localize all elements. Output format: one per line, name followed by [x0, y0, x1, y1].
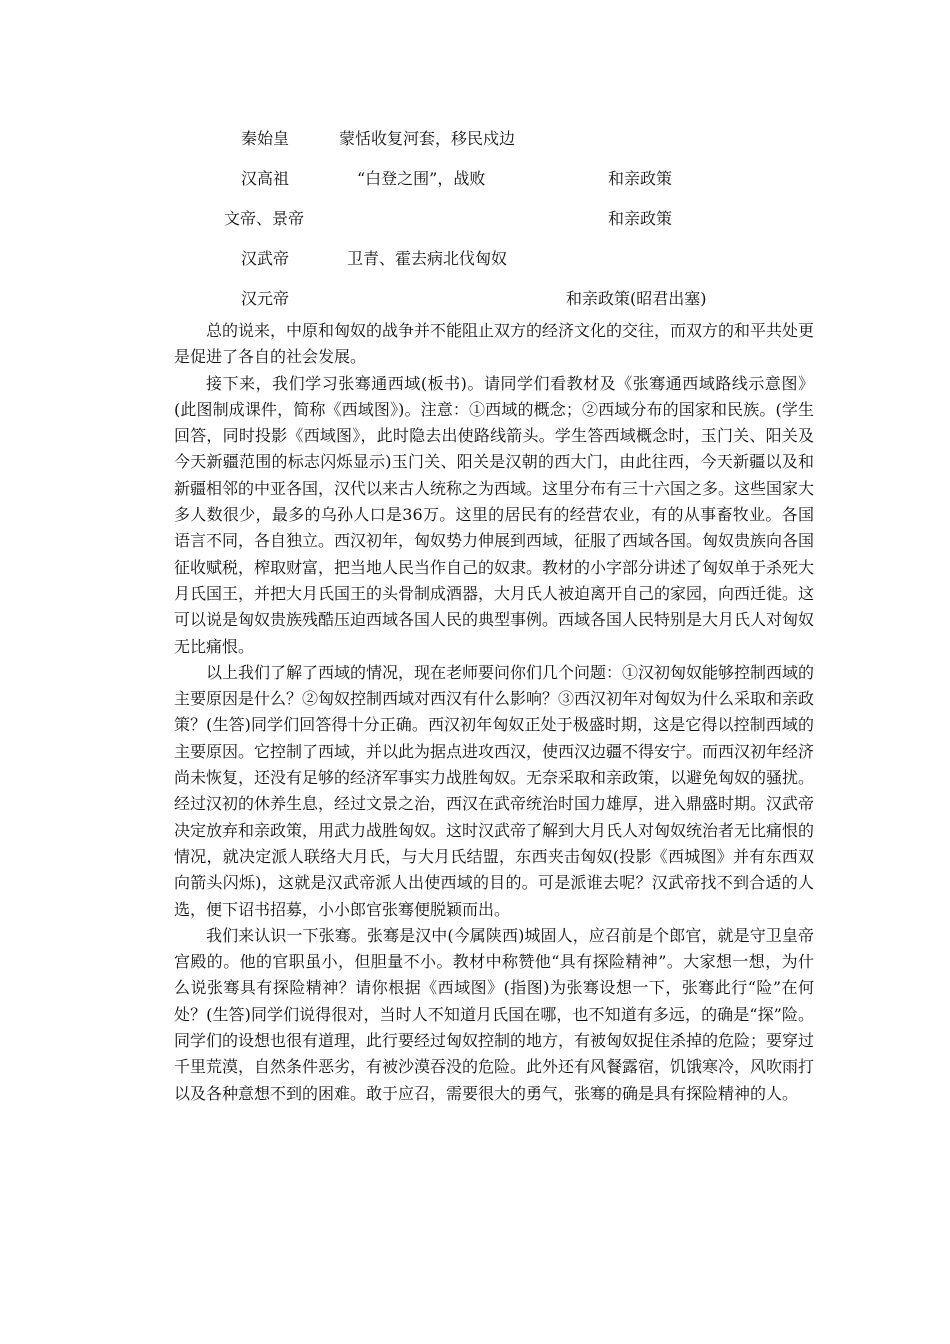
timeline-emperor: 秦始皇	[241, 129, 290, 148]
timeline-event: 蒙恬收复河套，移民戍边	[339, 129, 516, 148]
timeline-emperor: 汉高祖	[241, 169, 290, 188]
paragraph-western-regions: 接下来，我们学习张骞通西域(板书)。请同学们看教材及《张骞通西域路线示意图》(此图制成课件，简称《西域图》)。注意：①西域的概念；②西域分布的国家和民族。(学生回答，同时投影《西域图》，此时隐去出使路线箭头。学生答西域概念时，玉门关、阳关及今天新疆范围的标志闪烁显示)玉门关、阳关是汉朝的西大门，由此往西，今天新疆以及和新疆相邻的中亚各国，汉代以来古人统称之为西域。这里分布有三十六国之多。这些国家大多人数很少，最多的乌孙人口是36万。这里的居民有的经营农业，有的从事畜牧业。各国语言不同，各自独立。西汉初年，匈奴势力伸展到西域，征服了西域各国。匈奴贵族向各国征收赋税，榨取财富，把当地人民当作自己的奴隶。教材的小字部分讲述了匈奴单于杀死大月氏国王，并把大月氏国王的头骨制成酒器，大月氏人被迫离开自己的家园，向西迁徙。这可以说是匈奴贵族残酷压迫西域各国人民的典型事例。西域各国人民特别是大月氏人对匈奴无比痛恨。	[174, 373, 815, 656]
timeline-policy: 和亲政策	[608, 169, 673, 188]
body-text	[174, 318, 814, 1107]
timeline-event: “白登之围”，战败	[357, 169, 486, 188]
paragraph-summary: 总的说来，中原和匈奴的战争并不能阻止双方的经济文化的交往，而双方的和平共处更是促进了各自的社会发展。	[174, 321, 815, 367]
timeline-event: 卫青、霍去病北伐匈奴	[347, 249, 508, 268]
timeline-emperor: 汉武帝	[241, 249, 290, 268]
timeline-policy: 和亲政策	[608, 209, 673, 228]
timeline-emperor: 汉元帝	[241, 289, 290, 308]
paragraph-zhang-qian: 我们来认识一下张骞。张骞是汉中(今属陕西)城固人，应召前是个郎官，就是守卫皇帝宫殿的。他的官职虽小，但胆量不小。教材中称赞他“具有探险精神”。大家想一想，为什么说张骞具有探险精神？请你根据《西域图》(指图)为张骞设想一下，张骞此行“险”在何处？(生答)同学们说得很对，当时人不知道月氏国在哪，也不知道有多远，的确是“探”险。同学们的设想也很有道理，此行要经过匈奴控制的地方，有被匈奴捉住杀掉的危险；要穿过千里荒漠，自然条件恶劣，有被沙漠吞没的危险。此外还有风餐露宿，饥饿寒冷，风吹雨打以及各种意想不到的困难。敢于应召，需要很大的勇气，张骞的确是具有探险精神的人。	[174, 925, 815, 1103]
paragraph-questions: 以上我们了解了西域的情况，现在老师要问你们几个问题：①汉初匈奴能够控制西域的主要原因是什么？②匈奴控制西域对西汉有什么影响？③西汉初年对匈奴为什么采取和亲政策？(生答)同学们回答得十分正确。西汉初年匈奴正处于极盛时期，这是它得以控制西域的主要原因。它控制了西域，并以此为据点进攻西汉，使西汉边疆不得安宁。而西汉初年经济尚未恢复，还没有足够的经济军事实力战胜匈奴。无奈采取和亲政策，以避免匈奴的骚扰。经过汉初的休养生息，经过文景之治，西汉在武帝统治时国力雄厚，进入鼎盛时期。汉武帝决定放弃和亲政策，用武力战胜匈奴。这时汉武帝了解到大月氏人对匈奴统治者无比痛恨的情况，就决定派人联络大月氏，与大月氏结盟，东西夹击匈奴(投影《西城图》并有东西双向箭头闪烁)，这就是汉武帝派人出使西域的目的。可是派谁去呢？汉武帝找不到合适的人选，便下诏书招募，小小郎官张骞便脱颖而出。	[174, 662, 815, 919]
timeline-policy: 和亲政策(昭君出塞)	[566, 289, 707, 308]
timeline-emperor: 文帝、景帝	[224, 209, 305, 228]
